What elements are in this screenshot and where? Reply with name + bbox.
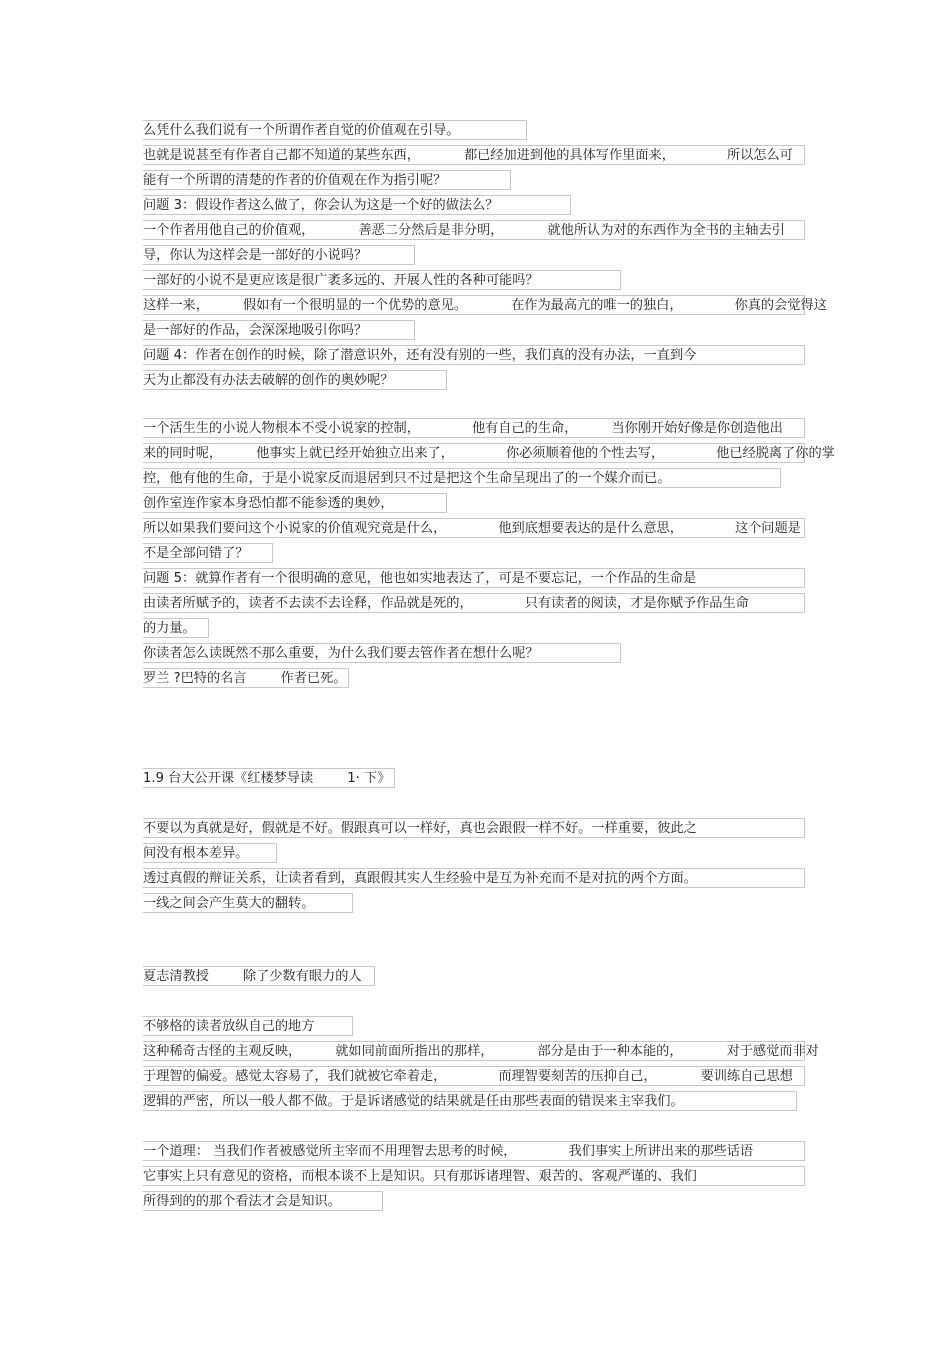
- text-segment: 是一部好的作品，会深深地吸引你吗？: [143, 323, 368, 338]
- text-segment: 他有自己的生命，: [471, 421, 578, 436]
- text-line: [143, 220, 805, 240]
- text-line: [143, 418, 805, 438]
- text-segment: 不够格的读者放纵自己的地方: [143, 1019, 315, 1034]
- text-segment: 对于感觉而非对: [726, 1044, 819, 1059]
- text-segment: 所以怎么可: [726, 148, 793, 163]
- text-segment: 不要以为真就是好，假就是不好。假跟真可以一样好，真也会跟假一样不好。一样重要，彼此之: [143, 821, 697, 836]
- text-segment: 而理智要刻苦的压抑自己，: [498, 1069, 657, 1084]
- text-segment: 你真的会觉得这: [734, 298, 827, 313]
- text-segment: 能有一个所谓的清楚的作者的价值观在作为指引呢？: [143, 173, 447, 188]
- text-segment: 不是全部问错了？: [143, 546, 249, 561]
- text-segment: 都已经加进到他的具体写作里面来，: [463, 148, 675, 163]
- text-segment: 它事实上只有意见的资格，而根本谈不上是知识。只有那诉诸理智、艰苦的、客观严谨的、我们: [143, 1169, 697, 1184]
- text-line: [143, 568, 805, 588]
- text-segment: 他到底想要表达的是什么意思，: [498, 521, 683, 536]
- text-segment: 罗兰 ?巴特的名言: [143, 671, 247, 686]
- text-segment: 间没有根本差异。: [143, 846, 249, 861]
- text-segment: 这种稀奇古怪的主观反映，: [143, 1044, 302, 1059]
- text-segment: 要训练自己思想: [700, 1069, 793, 1084]
- text-segment: 一个作者用他自己的价值观，: [143, 223, 315, 238]
- text-segment: 的力量。: [143, 621, 196, 636]
- text-segment: 你读者怎么读既然不那么重要，为什么我们要去管作者在想什么呢？: [143, 646, 539, 661]
- text-segment: 你必须顺着他的个性去写，: [505, 446, 665, 461]
- text-segment: 一线之间会产生莫大的翻转。: [143, 896, 315, 911]
- text-line: [143, 270, 621, 290]
- text-segment: 么凭什么我们说有一个所谓作者自觉的价值观在引导。: [143, 123, 460, 138]
- text-line: [143, 170, 511, 190]
- text-line: [143, 295, 827, 315]
- text-line: [143, 643, 621, 663]
- text-line: [143, 1091, 797, 1111]
- text-line: [143, 868, 805, 888]
- text-line: [143, 320, 415, 340]
- text-segment: 除了少数有眼力的人: [242, 969, 362, 984]
- text-segment: 他事实上就已经开始独立出来了，: [256, 446, 454, 461]
- text-segment: 当你刚开始好像是你创造他出: [611, 421, 783, 436]
- text-line: [143, 245, 415, 265]
- text-segment: 问题 3：假设作者这么做了，你会认为这是一个好的做法么？: [143, 198, 499, 213]
- text-segment: 作者已死。: [280, 671, 347, 686]
- text-line: [143, 1016, 353, 1036]
- text-line: [143, 493, 447, 513]
- text-line: [143, 468, 781, 488]
- text-line: [143, 843, 277, 863]
- text-line: [143, 345, 805, 365]
- text-segment: 只有读者的阅读，才是你赋予作品生命: [524, 596, 749, 611]
- text-line: [143, 1066, 805, 1086]
- text-segment: 问题 5：就算作者有一个很明确的意见，他也如实地表达了，可是不要忘记，一个作品的生命是: [143, 571, 697, 586]
- text-line: [143, 145, 805, 165]
- text-segment: 我们事实上所讲出来的那些话语: [568, 1144, 754, 1159]
- text-segment: 善恶二分然后是非分明，: [358, 223, 504, 238]
- text-segment: 也就是说甚至有作者自己都不知道的某些东西，: [143, 148, 420, 163]
- text-segment: 所以如果我们要问这个小说家的价值观究竟是什么，: [143, 521, 447, 536]
- text-line: [143, 518, 805, 538]
- text-segment: 来的同时呢，: [143, 446, 223, 461]
- text-segment: 一个活生生的小说人物根本不受小说家的控制，: [143, 421, 420, 436]
- text-segment: 由读者所赋予的，读者不去读不去诠释，作品就是死的，: [143, 596, 473, 611]
- text-segment: 假如有一个很明显的一个优势的意见。: [242, 298, 468, 313]
- text-line: [143, 893, 353, 913]
- text-segment: 就他所认为对的东西作为全书的主轴去引: [547, 223, 785, 238]
- text-segment: 于理智的偏爱。感觉太容易了，我们就被它牵着走，: [143, 1069, 447, 1084]
- text-segment: 逻辑的严密，所以一般人都不做。于是诉诸感觉的结果就是任由那些表面的错误来主宰我们。: [143, 1094, 684, 1109]
- text-segment: 1.9 台大公开课《红楼梦导读: [143, 771, 314, 786]
- text-line: [143, 593, 805, 613]
- text-segment: 夏志清教授: [143, 969, 209, 984]
- text-line: [143, 120, 527, 140]
- text-line: [143, 370, 447, 390]
- text-segment: 1· 下》: [347, 771, 391, 786]
- text-line: [143, 966, 375, 986]
- text-segment: 创作室连作家本身恐怕都不能参透的奥妙，: [143, 496, 394, 511]
- text-segment: 他已经脱离了你的掌: [716, 446, 835, 461]
- text-segment: 透过真假的辩证关系，让读者看到，真跟假其实人生经验中是互为补充而不是对抗的两个方面。: [143, 871, 697, 886]
- text-line: [143, 618, 209, 638]
- text-line: [143, 668, 349, 688]
- text-line: [143, 768, 395, 788]
- text-line: [143, 1041, 819, 1061]
- text-segment: 一部好的小说不是更应该是很广袤多远的、开展人性的各种可能吗？: [143, 273, 539, 288]
- text-line: [143, 1166, 805, 1186]
- text-segment: 部分是由于一种本能的，: [537, 1044, 683, 1059]
- text-segment: 问题 4：作者在创作的时候，除了潜意识外，还有没有别的一些，我们真的没有办法，一直到今: [143, 348, 697, 363]
- text-line: [143, 195, 571, 215]
- text-segment: 就如同前面所指出的那样，: [335, 1044, 494, 1059]
- text-line: [143, 443, 835, 463]
- text-line: [143, 543, 273, 563]
- text-segment: 导，你认为这样会是一部好的小说吗？: [143, 248, 368, 263]
- text-segment: 在作为最高亢的唯一的独白，: [511, 298, 683, 313]
- text-line: [143, 1191, 383, 1211]
- text-line: [143, 1141, 805, 1161]
- text-segment: 这个问题是: [734, 521, 801, 536]
- text-segment: 一个道理： 当我们作者被感觉所主宰而不用理智去思考的时候，: [143, 1144, 517, 1159]
- text-segment: 控，他有他的生命，于是小说家反而退居到只不过是把这个生命呈现出了的一个媒介而已。: [143, 471, 671, 486]
- text-segment: 这样一来，: [143, 298, 209, 313]
- text-segment: 所得到的的那个看法才会是知识。: [143, 1194, 341, 1209]
- text-segment: 天为止都没有办法去破解的创作的奥妙呢？: [143, 373, 394, 388]
- text-line: [143, 818, 805, 838]
